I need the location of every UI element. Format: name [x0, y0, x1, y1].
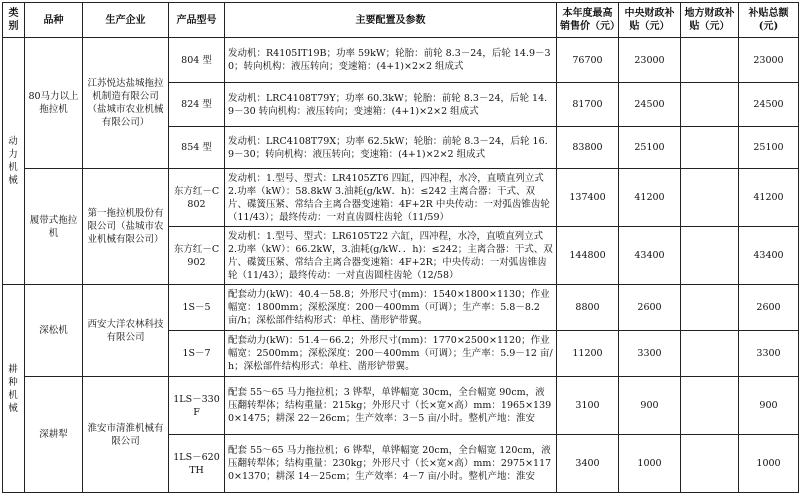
model-cell: 东方红－C802 — [169, 169, 225, 227]
variety-cell: 深耕犁 — [25, 377, 83, 493]
header-total: 补贴总额(元) — [739, 3, 799, 38]
header-local: 地方财政补贴（元） — [681, 3, 739, 38]
total-subsidy-cell: 43400 — [739, 227, 799, 285]
spec-cell: 发动机：LRC4108T79Y；功率 60.3kW；轮胎：前轮 8.3－24，后轮 14.9－30 转向机构：液压转向；变速箱：(4+1)×2×2 组成式 — [225, 83, 557, 127]
spec-cell: 发动机：R4105IT19B；功率 59kW；轮胎：前轮 8.3－24，后轮 14.9－30；转向机构：液压转向；变速箱：(4+1)×2×2 组成式 — [225, 38, 557, 83]
local-subsidy-cell — [681, 38, 739, 83]
variety-cell: 履带式拖拉机 — [25, 169, 83, 285]
total-subsidy-cell: 24500 — [739, 83, 799, 127]
spec-cell: 配套动力(kW)：40.4－58.8；外形尺寸(mm)：1540×1800×1130；作业幅宽：1800mm；深松深度：200－400mm（可调）；生产率：5.8－8.2 亩/h；深松部件结构形式：单柱、凿形铲带翼。 — [225, 285, 557, 331]
header-price: 本年度最高销售价（元） — [557, 3, 619, 38]
central-subsidy-cell: 23000 — [619, 38, 681, 83]
table-row — [3, 377, 799, 435]
subsidy-table — [2, 2, 799, 493]
price-cell: 137400 — [557, 169, 619, 227]
header-central: 中央财政补贴（元） — [619, 3, 681, 38]
price-cell: 8800 — [557, 285, 619, 331]
spec-cell: 配套动力(kW)：51.4－66.2；外形尺寸(mm)：1770×2500×1120；作业幅宽：2500mm；深松深度：200－400mm（可调）；生产率：5.9－12 亩/h；深松部件结构形式：单柱、凿形铲带翼。 — [225, 331, 557, 377]
central-subsidy-cell: 41200 — [619, 169, 681, 227]
variety-cell: 深松机 — [25, 285, 83, 377]
price-cell: 83800 — [557, 127, 619, 169]
header-variety: 品种 — [25, 3, 83, 38]
price-cell: 3400 — [557, 435, 619, 493]
central-subsidy-cell: 3300 — [619, 331, 681, 377]
price-cell: 3100 — [557, 377, 619, 435]
total-subsidy-cell: 25100 — [739, 127, 799, 169]
manufacturer-cell: 淮安市清淮机械有限公司 — [83, 377, 169, 493]
category-cell: 耕种机械 — [3, 285, 25, 493]
total-subsidy-cell: 900 — [739, 377, 799, 435]
central-subsidy-cell: 24500 — [619, 83, 681, 127]
total-subsidy-cell: 1000 — [739, 435, 799, 493]
table-row — [3, 169, 799, 227]
model-cell: 804 型 — [169, 38, 225, 83]
spec-cell: 发动机：1.型号、型式：LR6105T22 六缸，四冲程，水冷，直喷直列立式 2.功率（kW）：66.2kW，3.油耗(g/kW．．h)：≤242；主离合器：干式、双片、碟簧压紧、常结合主离合器变速箱：4F+2R；中央传动：一对弧齿锥齿轮（11/43）；最终传动：一对直齿圆柱齿轮（12/58） — [225, 227, 557, 285]
header-row — [3, 3, 799, 38]
model-cell: 824 型 — [169, 83, 225, 127]
spec-cell: 发动机：LRC4108T79X；功率 62.5kW；轮胎：前轮 8.3－24，后轮 16.9－30；转向机构：液压转向；变速箱：(4+1)×2×2 组成式 — [225, 127, 557, 169]
local-subsidy-cell — [681, 127, 739, 169]
model-cell: 1LS－330F — [169, 377, 225, 435]
model-cell: 854 型 — [169, 127, 225, 169]
table-row — [3, 285, 799, 331]
central-subsidy-cell: 2600 — [619, 285, 681, 331]
total-subsidy-cell: 2600 — [739, 285, 799, 331]
manufacturer-cell: 西安大洋农林科技有限公司 — [83, 285, 169, 377]
spec-cell: 发动机：1.型号、型式：LR4105ZT6 四缸，四冲程，水冷，直喷直列立式 2.功率（kW）：58.8kW 3.油耗(g/kW．h)：≤242 主离合器：干式、双片、碟簧压紧、常结合主离合器变速箱：4F+2R 中央传动：一对弧齿锥齿轮（11/43）；最终传动：一对直齿圆柱齿轮（11/59） — [225, 169, 557, 227]
manufacturer-cell: 江苏悦达盐城拖拉机制造有限公司（盐城市农业机械有限公司） — [83, 38, 169, 169]
total-subsidy-cell: 3300 — [739, 331, 799, 377]
local-subsidy-cell — [681, 83, 739, 127]
spec-cell: 配套 55～65 马力拖拉机；6 铧犁，单铧幅宽 20cm，全台幅宽 120cm，液压翻转犁体；结构重量：230kg；外形尺寸（长×宽×高）mm：2975×1170×1370；耕深 14－25cm；生产效率：4－7 亩/小时。整机产地：淮安 — [225, 435, 557, 493]
price-cell: 76700 — [557, 38, 619, 83]
central-subsidy-cell: 43400 — [619, 227, 681, 285]
price-cell: 11200 — [557, 331, 619, 377]
table-row — [3, 38, 799, 83]
total-subsidy-cell: 23000 — [739, 38, 799, 83]
header-model: 产品型号 — [169, 3, 225, 38]
header-category: 类别 — [3, 3, 25, 38]
model-cell: 1S－7 — [169, 331, 225, 377]
local-subsidy-cell — [681, 227, 739, 285]
header-spec: 主要配置及参数 — [225, 3, 557, 38]
price-cell: 144800 — [557, 227, 619, 285]
local-subsidy-cell — [681, 377, 739, 435]
central-subsidy-cell: 25100 — [619, 127, 681, 169]
manufacturer-cell: 第一拖拉机股份有限公司（盐城市农业机械有限公司） — [83, 169, 169, 285]
local-subsidy-cell — [681, 331, 739, 377]
spec-cell: 配套 55～65 马力拖拉机；3 铧犁，单铧幅宽 30cm，全台幅宽 90cm，液压翻转犁体；结构重量：215kg；外形尺寸（长×宽×高）mm：1965×1390×1475；耕深 22－26cm；生产效率：3－5 亩/小时。整机产地：淮安 — [225, 377, 557, 435]
total-subsidy-cell: 41200 — [739, 169, 799, 227]
category-cell: 动力机械 — [3, 38, 25, 285]
local-subsidy-cell — [681, 285, 739, 331]
central-subsidy-cell: 900 — [619, 377, 681, 435]
central-subsidy-cell: 1000 — [619, 435, 681, 493]
variety-cell: 80马力以上拖拉机 — [25, 38, 83, 169]
model-cell: 东方红－C902 — [169, 227, 225, 285]
local-subsidy-cell — [681, 169, 739, 227]
header-manufacturer: 生产企业 — [83, 3, 169, 38]
model-cell: 1LS－620TH — [169, 435, 225, 493]
model-cell: 1S－5 — [169, 285, 225, 331]
local-subsidy-cell — [681, 435, 739, 493]
price-cell: 81700 — [557, 83, 619, 127]
